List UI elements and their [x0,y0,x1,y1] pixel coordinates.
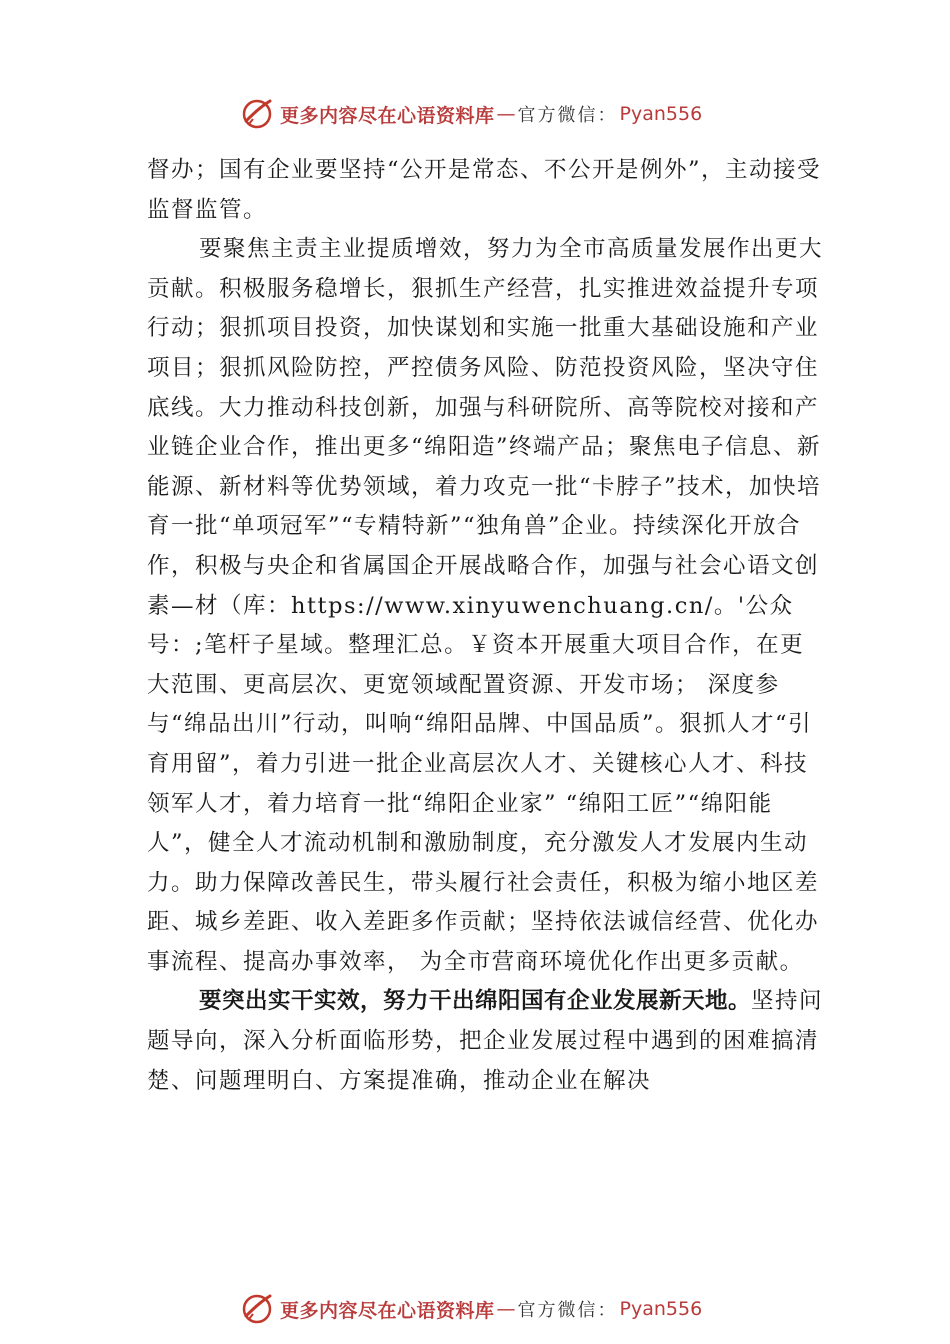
section-heading: 要突出实干实效，努力干出绵阳国有企业发展新天地。 [199,988,752,1015]
paragraph-1: 督办；国有企业要坚持“公开是常态、不公开是例外”，主动接受监督监管。 [147,157,822,223]
document-body [147,151,827,1101]
watermark-separator: — [496,103,516,125]
paragraph-2: 要聚焦主责主业提质增效，努力为全市高质量发展作出更大贡献。积极服务稳增长，狠抓生产经营，扎实推进效益提升专项行动；狠抓项目投资，加快谋划和实施一批重大基础设施和产业项目；狠抓风险防控，严控债务风险、防范投资风险，坚决守住底线。大力推动科技创新，加强与科研院所、高等院校对接和产业链企业合作，推出更多“绵阳造”终端产品；聚焦电子信息、新能源、新材料等优势领域，着力攻克一批“卡脖子”技术，加快培育一批“单项冠军”“专精特新”“独角兽”企业。持续深化开放合作，积极与央企和省属国企开展战略合作，加强与社会心语文创素—材（库：https://www.xinyuwenchuang.cn/。'公众号：;笔杆子星域。整理汇总。￥资本开展重大项目合作，在更大范围、更高层次、更宽领域配置资源、开发市场； 深度参与“绵品出川”行动，叫响“绵阳品牌、中国品质”。狠抓人才“引育用留”，着力引进一批企业高层次人才、关键核心人才、科技领军人才，着力培育一批“绵阳企业家” “绵阳工匠”“绵阳能人”，健全人才流动机制和激励制度，充分激发人才发展内生动力。助力保障改善民生，带头履行社会责任，积极为缩小地区差距、城乡差距、收入差距多作贡献；坚持依法诚信经营、优化办事流程、提高办事效率， 为全市营商环境优化作出更多贡献。 [147,236,824,975]
footer-watermark [240,1291,702,1327]
watermark-separator: — [496,1298,516,1320]
watermark-sub-text: 官方微信： [517,1300,618,1321]
watermark-sub-text: 官方微信： [517,105,618,126]
brush-logo-icon [240,97,274,131]
watermark-account: Pyan556 [619,103,703,125]
header-watermark [240,96,702,132]
watermark-account: Pyan556 [619,1298,703,1320]
watermark-main-text: 更多内容尽在心语资料库 [280,104,495,127]
watermark-main-text: 更多内容尽在心语资料库 [280,1299,495,1322]
brush-logo-icon [240,1292,274,1326]
heading-continuation: 坚持问题导向，深入分析面临形势，把企业发展过程中遇到的困难搞清楚、问题理明白、方案提准确，推动企业在解决 [147,988,824,1094]
